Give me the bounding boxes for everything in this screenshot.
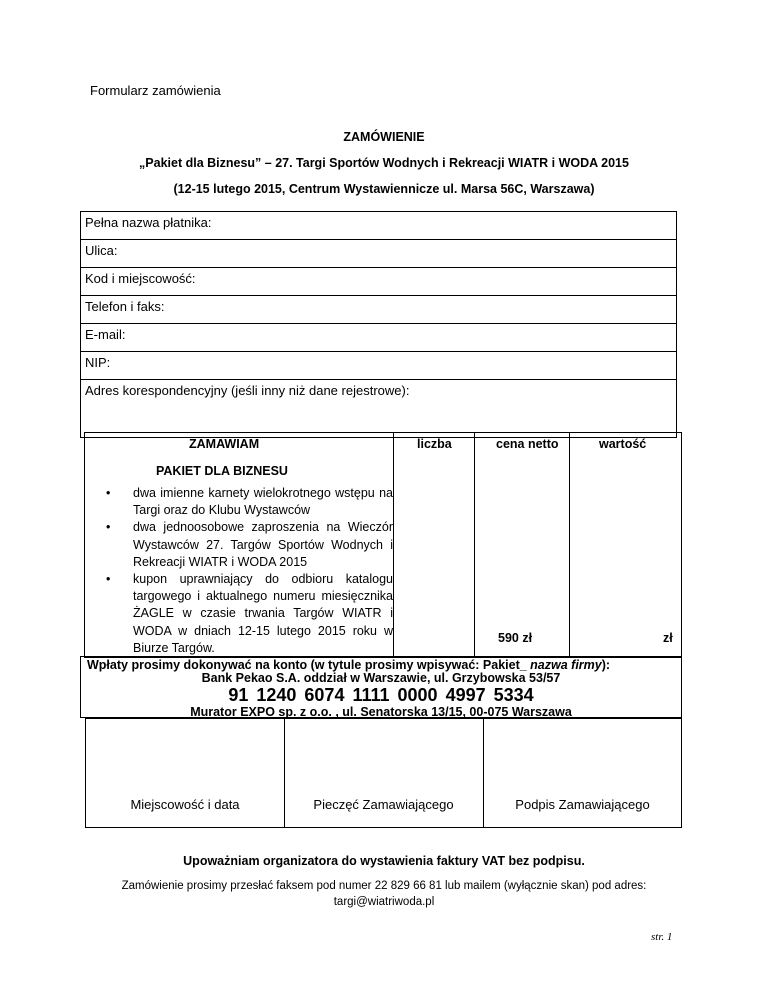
col-header-item: ZAMAWIAM	[189, 437, 260, 451]
bank-account-number: 91 1240 6074 1111 0000 4997 5334	[228, 685, 534, 705]
nip-field[interactable]: NIP:	[81, 352, 676, 380]
package-price: 590 zł	[498, 631, 533, 645]
correspondence-address-field[interactable]: Adres korespondencyjny (jeśli inny niż dane rejestrowe):	[85, 383, 410, 398]
signature-table	[85, 718, 682, 828]
company-address: Murator EXPO sp. z o.o. , ul. Senatorska 13/15, 00-075 Warszawa	[190, 705, 572, 719]
submission-note: Zamówienie prosimy przesłać faksem pod numer 22 829 66 81 lub mailem (wyłącznie skan) pod adres:	[121, 880, 647, 892]
column-divider	[474, 433, 475, 657]
column-divider	[569, 433, 570, 657]
order-table	[84, 432, 682, 658]
signature-field[interactable]: Podpis Zamawiającego	[515, 797, 650, 812]
col-header-price: cena netto	[496, 437, 559, 451]
bank-name: Bank Pekao S.A. oddział w Warszawie, ul. Grzybowska 53/57	[201, 671, 561, 685]
package-items-list	[85, 485, 393, 657]
list-item: • kupon uprawniający do odbioru katalogu targowego i aktualnego numeru miesięcznika ŻAGLE w czasie trwania Targów WIATR i WODA w dniach 12-15 lutego 2015 roku w Biurze Targów.	[133, 571, 393, 657]
postal-city-field[interactable]: Kod i miejscowość:	[81, 268, 676, 296]
client-info-table	[80, 211, 677, 438]
list-item: • dwa jednoosobowe zaproszenia na Wieczór Wystawców 27. Targów Sportów Wodnych i Rekreacji WIATR i WODA 2015	[133, 519, 393, 571]
package-title: PAKIET DLA BIZNESU	[156, 464, 288, 478]
place-date-field[interactable]: Miejscowość i data	[130, 797, 240, 812]
page-number: str. 1	[651, 931, 673, 943]
stamp-field[interactable]: Pieczęć Zamawiającego	[313, 797, 454, 812]
list-item: • dwa imienne karnety wielokrotnego wstępu na Targi oraz do Klubu Wystawców	[133, 485, 393, 519]
col-header-qty: liczba	[417, 437, 452, 451]
email-field[interactable]: E-mail:	[81, 324, 676, 352]
payer-name-field[interactable]: Pełna nazwa płatnika:	[81, 212, 676, 240]
column-divider	[393, 433, 394, 657]
contact-email-link[interactable]: targi@wiatriwoda.pl	[333, 896, 435, 908]
value-cell[interactable]: zł	[663, 631, 673, 645]
payment-instruction: Wpłaty prosimy dokonywać na konto (w tytule prosimy wpisywać: Pakiet_ nazwa firmy):	[87, 658, 611, 672]
vat-authorization: Upoważniam organizatora do wystawienia faktury VAT bez podpisu.	[183, 854, 585, 868]
col-header-value: wartość	[599, 437, 647, 451]
event-info: (12-15 lutego 2015, Centrum Wystawiennicze ul. Marsa 56C, Warszawa)	[173, 182, 595, 196]
street-field[interactable]: Ulica:	[81, 240, 676, 268]
package-subheading: „Pakiet dla Biznesu” – 27. Targi Sportów Wodnych i Rekreacji WIATR i WODA 2015	[139, 156, 629, 170]
order-heading: ZAMÓWIENIE	[343, 130, 425, 144]
document-title: Formularz zamówienia	[90, 83, 221, 98]
phone-fax-field[interactable]: Telefon i faks:	[81, 296, 676, 324]
payment-info	[80, 656, 682, 718]
